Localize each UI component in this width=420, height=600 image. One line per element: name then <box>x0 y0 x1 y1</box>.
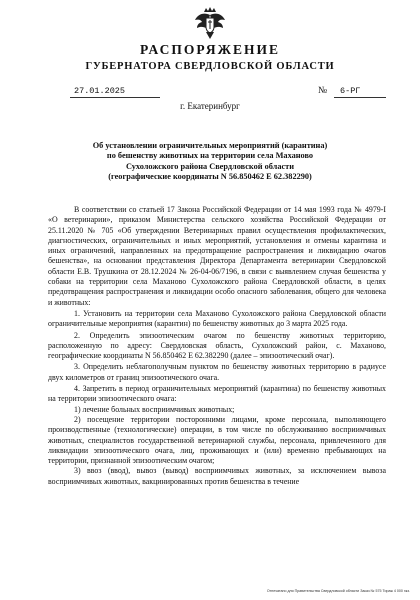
preamble-paragraph: В соответствии со статьей 17 Закона Российской Федерации от 14 мая 1993 года № 4979-I «О ветеринарии», приказом Министерства сельского хозяйства Российской Федерации от 25.11.2020 № 705 «Об утверждении Ветеринарных правил осуществления профилактических, диагностических, ограничительных и иных мероприятий, установления и отмены карантина и иных ограничений, направленных на предотвращение распространения и ликвидацию очагов бешенства», на основании представления Директора Департамента ветеринарии Свердловской области Е.В. Трушкина от 28.12.2024 № 26-04-06/7196, в связи с выявлением случая бешенства у собаки на территории села Маханово Сухоложского района Свердловской области, в целях предотвращения распространения и ликвидации особо опасного заболевания, общего для человека и животных: <box>48 205 386 307</box>
document-heading <box>60 141 360 182</box>
number-sign: № <box>318 86 328 96</box>
document-date: 27.01.2025 <box>70 86 160 98</box>
clause-4: 4. Запретить в период ограничительных мероприятий (карантина) по бешенству животных на территории эпизоотического очага: <box>48 384 386 404</box>
clause-2: 2. Определить эпизоотическим очагом по бешенству животных территорию, расположенную по адресу: Свердловская область, Сухоложский район, с. Маханово, географические координаты N 56.850462 E 62.382290 (далее – эпизоотический очаг). <box>48 330 386 361</box>
heading-line: Сухоложского района Свердловской области <box>125 161 295 171</box>
heading-line: Об установлении ограничительных мероприятий (карантина) <box>92 141 328 150</box>
heading-line: по бешенству животных на территории села Маханово <box>106 151 314 161</box>
subclause-4-2: 2) посещение территории посторонними лицами, кроме персонала, выполняющего производственные (технологические) операции, в том числе по обслуживанию восприимчивых животных, специалистов государственной ветеринарной службы, персонала, привлеченного для ликвидации эпизоотического очага, лиц, проживающих и (или) временно пребывающих на территории, признанной эпизоотическим очагом; <box>48 414 386 466</box>
document-subtitle: ГУБЕРНАТОРА СВЕРДЛОВСКОЙ ОБЛАСТИ <box>85 61 335 72</box>
subclause-4-1: 1) лечение больных восприимчивых животных; <box>74 404 235 414</box>
document-number: 6-РГ <box>334 86 386 98</box>
clause-1: 1. Установить на территории села Маханово Сухоложского района Свердловской области ограничительные мероприятия (карантин) по бешенству животных до 3 марта 2025 года. <box>48 308 386 329</box>
document-title: РАСПОРЯЖЕНИЕ <box>139 42 281 57</box>
print-footer: Отпечатано для Правительства Свердловской области Заказ № 575 Тираж 4 000 экз. <box>266 589 410 593</box>
clause-3: 3. Определить неблагополучным пунктом по бешенству животных территорию в радиусе двух километров от границ эпизоотического очага. <box>48 362 386 382</box>
subclause-4-3: 3) ввоз (ввод), вывоз (вывод) восприимчивых животных, за исключением вывоза восприимчивых животных, вакцинированных против бешенства в течение <box>48 466 386 486</box>
heading-line: (географические координаты N 56.850462 E 62.382290) <box>108 171 312 181</box>
document-city: г. Екатеринбург <box>180 101 240 111</box>
coat-of-arms-icon <box>194 6 226 40</box>
document-body <box>48 205 386 487</box>
